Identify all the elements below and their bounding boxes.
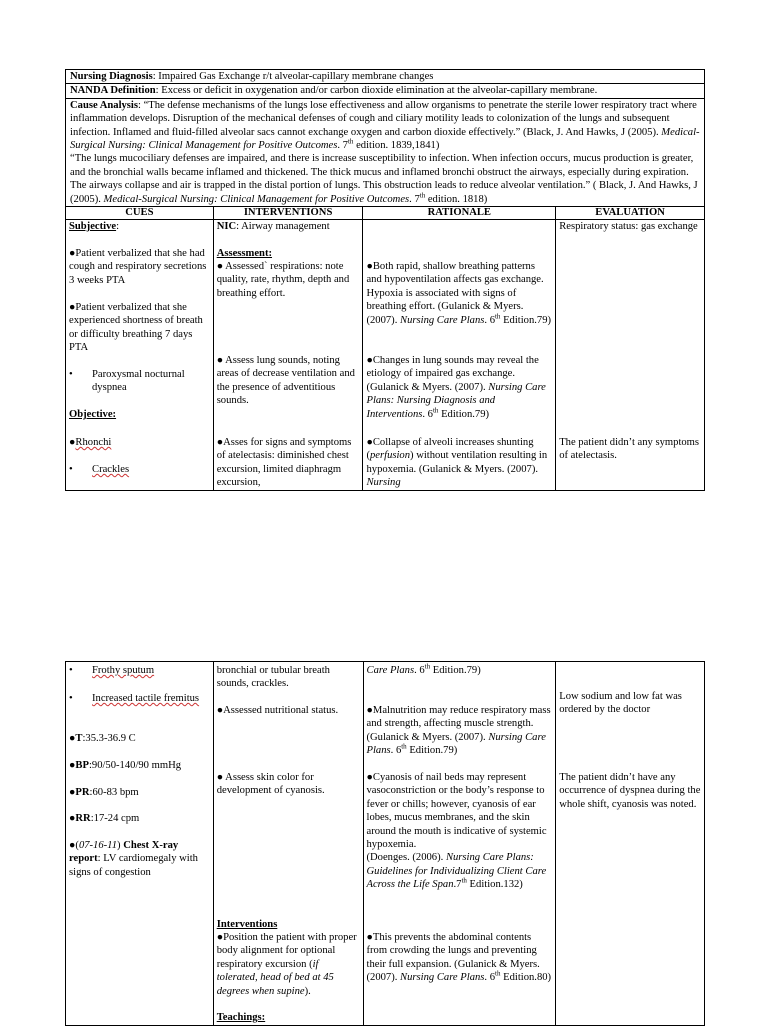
rationale-breathing-patterns: ●Both rapid, shallow breathing patterns and hypoventilation affects gas exchange. Hypoxia is associated with signs of breathing effort. (Gulanick & Myers.(2007). Nursing Care Plans. 6th Edition.79) (366, 261, 552, 326)
cues-cell-continued (66, 662, 214, 1026)
cause-analysis-row (66, 98, 705, 206)
nic-label: NIC (216, 221, 237, 233)
evaluation-atelectasis: The patient didn’t any symptoms of atelectasis. (559, 437, 700, 462)
interventions-cell (213, 220, 363, 491)
subjective-colon: : (116, 221, 120, 233)
nursing-diagnosis-label: Nursing Diagnosis (70, 71, 153, 82)
column-header-row (66, 207, 705, 220)
bullet-glyph: • (69, 665, 73, 676)
rationale-malnutrition: ●Malnutrition may reduce respiratory mass and strength, affecting muscle strength. (Gulanick & Myers. (2007). Nursing Care Plans. 6th Edition.79) (366, 705, 551, 757)
cues-cell: Subjective: ●Patient verbalized that she had cough and respiratory secretions 3 weeks PTA ●Patient verbalized that she experienced shortness of breath or difficulty breathing 7 days PTA • Paroxysmal nocturnal dyspnea Objective: ●Rhonchi • Crackles (66, 220, 214, 491)
nanda-definition-row (66, 84, 705, 98)
chest-xray-report: ●(07-16-11) Chest X-ray report: LV cardiomegaly with signs of congestion (69, 840, 198, 878)
cue-shortness-of-breath: ●Patient verbalized that she experienced shortness of breath or difficulty breathing 7 days PTA (69, 302, 203, 354)
bullet-glyph: • (69, 693, 73, 704)
column-header-evaluation: EVALUATION (556, 207, 705, 220)
interventions-heading: Interventions (216, 919, 278, 930)
cue-cough: ●Patient verbalized that she had cough and respiratory secretions 3 weeks PTA (69, 248, 207, 286)
column-header-interventions: INTERVENTIONS (213, 207, 363, 220)
cause-analysis-label: Cause Analysis (70, 99, 138, 111)
subjective-heading: Subjective (69, 221, 117, 233)
intervention-assess-atelectasis: ●Asses for signs and symptoms of atelectasis: diminished chest excursion, limited diaphragm excursion, (216, 437, 352, 489)
care-plan-table-page1 (65, 69, 705, 491)
nursing-diagnosis-row (66, 70, 705, 84)
vital-temperature: ●T:35.3-36.9 C (69, 733, 136, 744)
nursing-diagnosis-text: : Impaired Gas Exchange r/t alveolar-capillary membrane changes (152, 71, 434, 82)
bullet-glyph: • (69, 369, 73, 381)
edition-2: . 7 (409, 193, 420, 205)
vital-pulse-rate: ●PR:60-83 bpm (69, 787, 139, 798)
evaluation-respiratory-status: Respiratory status: gas exchange (559, 221, 698, 233)
intervention-assess-respirations: ● Assessed` respirations: note quality, rate, rhythm, depth and breathing effort. (216, 261, 350, 299)
evaluation-diet: Low sodium and low fat was ordered by the doctor (559, 691, 682, 716)
rationale-cell (363, 220, 556, 491)
edition-2-sup: th (419, 191, 426, 200)
evaluation-cell-continued (556, 662, 705, 1026)
objective-heading: Objective: (69, 409, 117, 421)
cue-rhonchi: Rhonchi (75, 437, 112, 449)
care-plan-table-page2 (65, 661, 705, 1026)
bullet-glyph: • (69, 464, 73, 476)
reference-end-2: edition. 1818) (425, 193, 488, 205)
intervention-assess-lung-sounds: ● Assess lung sounds, noting areas of decrease ventilation and the presence of adventitious sounds. (216, 355, 355, 407)
intervention-continued-text: bronchial or tubular breath sounds, crackles. (216, 665, 330, 690)
cause-analysis-text-2: “The lungs mucociliary defenses are impaired, and there is increase susceptibility to infection. When infection occurs, mucus production is greater, and the bronchial walls became inflamed and thickened. The thick mucus and inflamed bronchi obstruct the airways, especially during expiration. The airways collapse and air is trapped in the distal portion of lungs. This obstruction leads to reduce alveolar ventilation.” ( Black, J. And Hawks, J (2005). (70, 153, 698, 205)
reference-end-1: edition. 1839,1841) (353, 140, 440, 152)
vital-blood-pressure: ●BP:90/50-140/90 mmHg (69, 760, 182, 771)
nic-text: : Airway management (236, 221, 330, 233)
nanda-definition-text: : Excess or deficit in oxygenation and/or carbon dioxide elimination at the alveolar-capillary membrane. (155, 85, 598, 97)
rationale-cyanosis: ●Cyanosis of nail beds may represent vasoconstriction or the body’s response to fever or chills; however, cyanosis of ear lobes, mucus membranes, and the skin around the mouth is indicative of systemic hypoxemia. (Doenges. (2006). Nursing Care Plans: Guidelines for Individualizing Client Care Across the Life Span.7th Edition.132) (366, 772, 547, 891)
rationale-positioning: ●This prevents the abdominal contents from crowding the lungs and preventing their full expansion. (Gulanick & Myers. (2007). Nursing Care Plans. 6th Edition.80) (366, 932, 552, 984)
cue-frothy-sputum: Frothy sputum (92, 665, 155, 676)
evaluation-cell (556, 220, 705, 491)
rationale-cell-continued (363, 662, 556, 1026)
evaluation-dyspnea: The patient didn’t have any occurrence of dyspnea during the whole shift, cyanosis was noted. (559, 772, 701, 810)
cause-analysis-text-1: : “The defense mechanisms of the lungs lose effectiveness and allow organisms to penetrate the sterile lower respiratory tract where inflammation develops. Disruption of the mechanical defenses of cough and ciliary motility leads to colonization of the lungs and subsequent infection. Inflamed and fluid-filled alveolar sacs cannot exchange oxygen and carbon dioxide effectively.” (Black, J. And Hawks, J (2005). (70, 99, 697, 138)
column-header-rationale: RATIONALE (363, 207, 556, 220)
cue-pnd: Paroxysmal nocturnal dyspnea (92, 369, 185, 394)
nanda-definition-label: NANDA Definition (70, 85, 156, 97)
rationale-lung-sounds: ●Changes in lung sounds may reveal the etiology of impaired gas exchange. (Gulanick & Myers. (2007). Nursing Care Plans: Nursing Diagnosis and Interventions. 6th Edition.79) (366, 355, 546, 420)
vital-respiratory-rate: ●RR:17-24 cpm (69, 813, 140, 824)
rationale-continued-reference: Care Plans. 6th Edition.79) (366, 662, 481, 676)
cue-tactile-fremitus: Increased tactile fremitus (92, 693, 200, 704)
cause-analysis-paragraph-1 (70, 99, 700, 153)
cause-analysis-paragraph-2 (70, 152, 700, 206)
reference-book-1: Medical-Surgical Nursing: Clinical Management for Positive Outcomes (70, 126, 700, 152)
intervention-nutritional-status: ●Assessed nutritional status. (216, 705, 339, 716)
rationale-alveoli-collapse: ●Collapse of alveoli increases shunting (perfusion) without ventilation resulting in hypoxemia. (Gulanick & Myers. (2007). Nursing (366, 437, 548, 489)
intervention-skin-color: ● Assess skin color for development of cyanosis. (216, 772, 325, 797)
interventions-cell-continued (213, 662, 363, 1026)
teachings-heading: Teachings: (216, 1012, 266, 1023)
reference-book-2: Medical-Surgical Nursing: Clinical Management for Positive Outcomes (103, 193, 410, 205)
column-header-cues: CUES (66, 207, 214, 220)
intervention-position-patient: ●Position the patient with proper body alignment for optional respiratory excursion (if tolerated, head of bed at 45 degrees when supine). (216, 932, 357, 997)
cue-crackles: Crackles (92, 464, 130, 476)
edition-1-sup: th (347, 137, 354, 146)
assessment-heading: Assessment: (216, 248, 273, 260)
edition-1: . 7 (337, 140, 348, 152)
